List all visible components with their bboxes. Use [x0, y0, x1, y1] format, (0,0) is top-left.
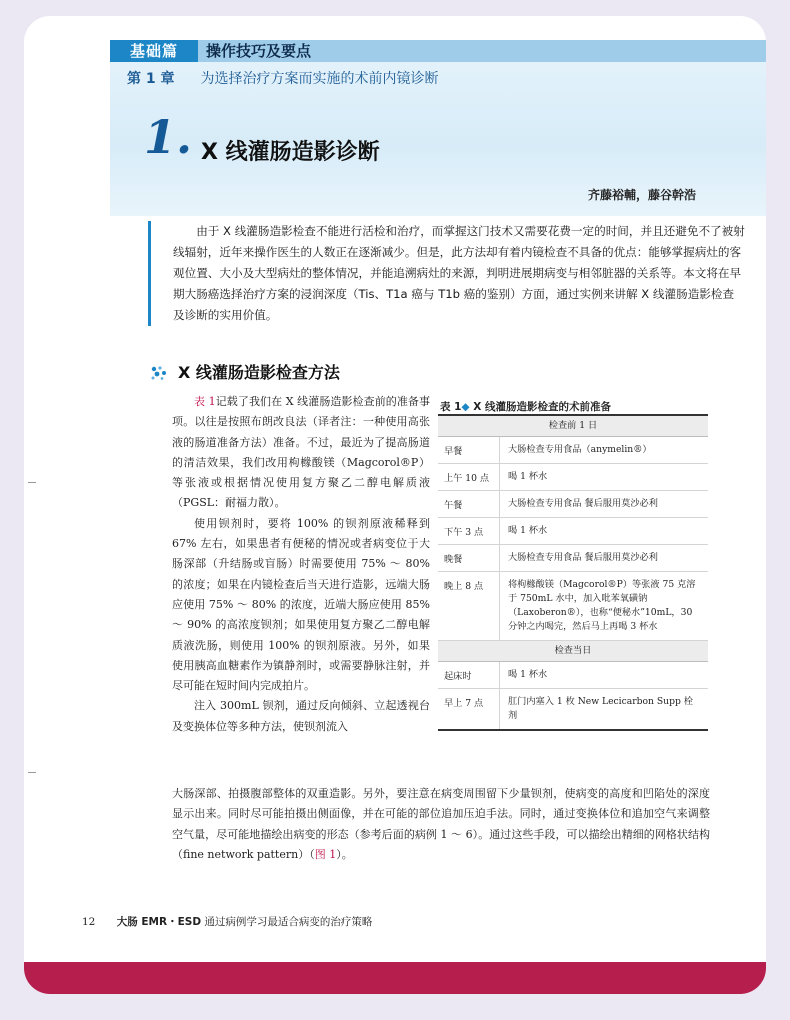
footer-band: [24, 962, 766, 994]
table-group-header: 检查前 1 日: [438, 416, 708, 437]
margin-tick: [28, 482, 36, 483]
authors: 齐藤裕輔，藤谷幹浩: [587, 188, 696, 202]
body-paragraph-1-text: 记载了我们在 X 线灌肠造影检查前的准备事项。以往是按照布朗改良法（译者注：一种使用高张液的肠道准备方法）准备。不过，最近为了提高肠道的清洁效果，我们改用枸橼酸镁（Magcorol®P）等张液或根据情况使用复方聚乙二醇电解质液（PGSL：耐福力散）。: [172, 395, 430, 510]
chapter-header: [110, 40, 766, 216]
table-row: [438, 662, 708, 689]
table-reference-link[interactable]: 表 1: [194, 395, 216, 408]
table-caption-text: X 线灌肠造影检查的术前准备: [473, 401, 611, 413]
body-paragraph-1: [172, 392, 430, 514]
body-full-width: [172, 784, 710, 865]
abstract-text: 由于 X 线灌肠造影检查不能进行活检和治疗，而掌握这门技术又需要花费一定的时间，并且还避免不了被射线辐射，近年来操作医生的人数正在逐渐减少。但是，此方法却有着内镜检查不具备的优点：能够掌握病灶的客观位置、大小及大型病灶的整体情况，并能追溯病灶的来源，判明进展期病变与相邻脏器的关系等。本文将在早期大肠癌选择治疗方案的浸润深度（Tis、T1a 癌与 T1b 癌的鉴别）方面，通过实例来讲解 X 线灌肠造影检查及诊断的实用价值。: [173, 224, 745, 322]
table-cell-content: 大肠检查专用食品 餐后服用莫沙必利: [508, 552, 658, 563]
body-paragraph-3-text: 大肠深部、拍摄腹部整体的双重造影。另外，要注意在病变周围留下少量钡剂，使病变的高度和凹陷处的深度显示出来。同时尽可能拍摄出侧面像，并在可能的部位追加压迫手法。同时，通过变换体位和追加空气来调整空气量，尽可能地描绘出病变的形态（参考后面的病例 1 ～ 6）。通过这些手段，可以描绘出精细的网格状结构（fine network pattern）（: [172, 787, 710, 861]
article-title: X 线灌肠造影诊断: [201, 140, 380, 165]
table-row: [438, 437, 708, 464]
section-heading: [150, 362, 710, 384]
table-cell-content: 肛门内塞入 1 枚 New Lecicarbon Supp 栓剂: [508, 696, 693, 721]
table-cell-time: 晚上 8 点: [438, 572, 500, 640]
article-number: 1.: [144, 110, 193, 164]
page-footer: [82, 914, 372, 929]
section-title: X 线灌肠造影检查方法: [178, 363, 340, 382]
table-row: [438, 545, 708, 572]
table-cell-time: 上午 10 点: [438, 464, 500, 490]
chapter-title: 为选择治疗方案而实施的术前内镜诊断: [200, 71, 439, 87]
book-subtitle: 通过病例学习最适合病变的治疗策略: [204, 916, 373, 928]
chapter-line: [127, 68, 439, 88]
margin-tick: [28, 772, 36, 773]
diamond-icon: ◆: [461, 401, 470, 413]
table-row: [438, 572, 708, 641]
abstract: [148, 221, 745, 326]
table-cell-time: 晚餐: [438, 545, 500, 571]
table-cell-content: 大肠检查专用食品（anymelin®）: [508, 444, 652, 455]
table-cell-time: 起床时: [438, 662, 500, 688]
table-cell-content: 大肠检查专用食品 餐后服用莫沙必利: [508, 498, 658, 509]
table-caption: [440, 399, 611, 414]
table-cell-time: 下午 3 点: [438, 518, 500, 544]
table-row: [438, 491, 708, 518]
table-group-header: 检查当日: [438, 641, 708, 662]
document-page: [24, 16, 766, 994]
table-cell-time: 午餐: [438, 491, 500, 517]
body-paragraph-3-start: 注入 300mL 钡剂，通过反向倾斜、立起透视台及变换体位等多种方法，使钡剂流入: [172, 699, 430, 733]
page-number: 12: [82, 916, 96, 928]
body-column: [172, 392, 430, 737]
body-paragraph-3-end: ）。: [336, 847, 353, 861]
table-cell-content: 喝 1 杯水: [508, 525, 548, 536]
chapter-number: 第 1 章: [127, 71, 175, 87]
table-caption-label: 表 1: [440, 401, 462, 413]
table-cell-content: 将枸橼酸镁（Magcorol®P）等张液 75 克溶于 750mL 水中，加入吡苯氧磺钠（Laxoberon®），也称“便秘水”10mL，30 分钟之内喝完，然后马上再喝 3 杯水: [508, 579, 696, 632]
part-subtitle: 操作技巧及要点: [206, 42, 312, 60]
table-cell-content: 喝 1 杯水: [508, 471, 548, 482]
table-cell-content: 喝 1 杯水: [508, 669, 548, 680]
table-row: [438, 464, 708, 491]
book-title: 大肠 EMR・ESD: [116, 916, 202, 928]
dots-icon: [150, 365, 168, 381]
part-label: 基础篇: [110, 40, 198, 62]
figure-reference-link[interactable]: 图 1: [314, 847, 337, 861]
table-row: [438, 518, 708, 545]
table-row: [438, 689, 708, 729]
body-paragraph-3-cont: [172, 784, 710, 865]
table-cell-time: 早餐: [438, 437, 500, 463]
prep-table: [438, 414, 708, 731]
body-paragraph-2: 使用钡剂时，要将 100% 的钡剂原液稀释到 67% 左右，如果患者有便秘的情况或者病变位于大肠深部（升结肠或盲肠）时需要使用 75% ～ 80% 的浓度；如果在内镜检查后当天进行造影，远端大肠应使用 75% ～ 80% 的浓度，近端大肠应使用 85% ～ 90% 的高浓度钡剂；如果使用复方聚乙二醇电解质液洗肠，则使用 100% 的钡剂原液。另外，如果使用胰高血糖素作为镇静剂时，或需要静脉注射，并尽可能在短时间内完成拍片。: [172, 516, 430, 693]
table-cell-time: 早上 7 点: [438, 689, 500, 729]
